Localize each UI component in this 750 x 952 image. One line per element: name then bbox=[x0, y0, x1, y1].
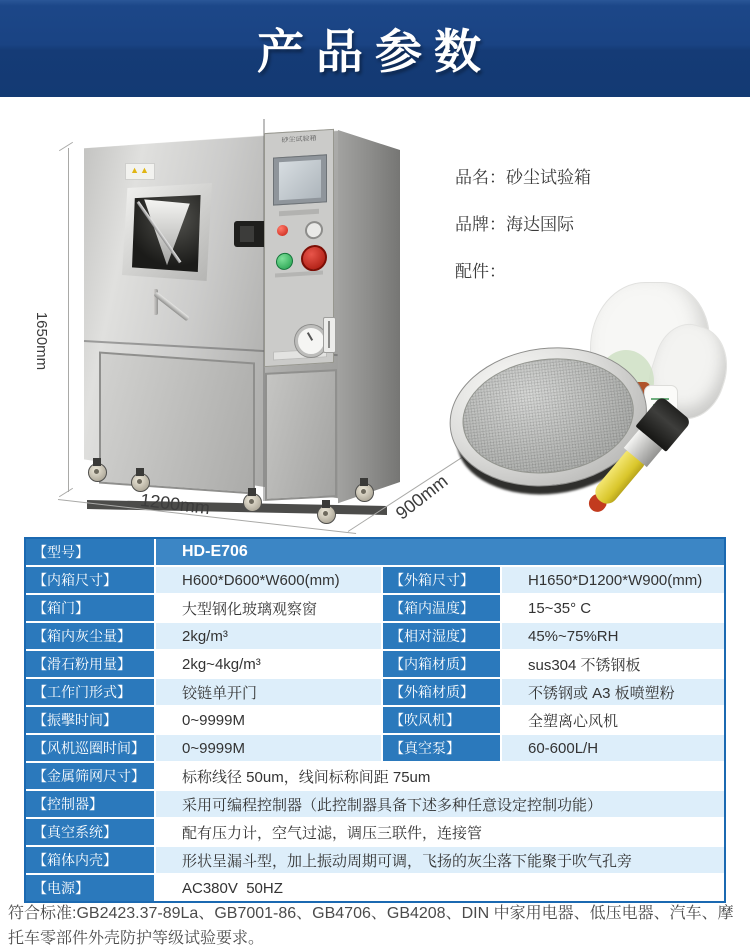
spec-value: 大型钢化玻璃观察窗 bbox=[156, 595, 381, 621]
lower-right-door bbox=[265, 369, 337, 501]
machine-illustration bbox=[55, 103, 405, 535]
spec-value: 0~9999M bbox=[156, 735, 381, 761]
page-title: 产品参数 bbox=[257, 25, 493, 78]
depth-dimension-label: 900mm bbox=[391, 470, 452, 524]
brand-label: 品牌： bbox=[455, 215, 506, 234]
spec-value: 形状呈漏斗型，加上振动周期可调，飞扬的灰尘落下能聚于吹气孔旁 bbox=[156, 847, 724, 873]
spec-label: 【外箱尺寸】 bbox=[383, 567, 500, 593]
spec-value: 铰链单开门 bbox=[156, 679, 381, 705]
spec-label: 【相对湿度】 bbox=[383, 623, 500, 649]
caster-wheel bbox=[131, 473, 150, 492]
spec-label: 【箱内温度】 bbox=[383, 595, 500, 621]
spec-value: AC380V 50HZ bbox=[156, 875, 724, 901]
lower-panel-door bbox=[99, 352, 255, 495]
spec-value: sus304 不锈钢板 bbox=[502, 651, 724, 677]
spec-value: 0~9999M bbox=[156, 707, 381, 733]
spec-value: H600*D600*W600(mm) bbox=[156, 567, 381, 593]
caster-wheel bbox=[243, 493, 262, 512]
accessories-illustration bbox=[440, 270, 740, 540]
spec-value: 标称线径 50um，线间标称间距 75um bbox=[156, 763, 724, 789]
product-name-value: 砂尘试验箱 bbox=[506, 168, 591, 187]
product-name-label: 品名： bbox=[455, 168, 506, 187]
compliance-note: 符合标准:GB2423.37-89La、GB7001-86、GB4706、GB4208、DIN 中家用电器、低压电器、汽车、摩托车零部件外壳防护等级试验要求。 bbox=[8, 905, 734, 947]
spec-label: 【型号】 bbox=[26, 539, 154, 565]
spec-label: 【外箱材质】 bbox=[383, 679, 500, 705]
brand-value: 海达国际 bbox=[506, 215, 574, 234]
accessories-label: 配件： bbox=[455, 262, 506, 281]
spec-value: 配有压力计，空气过滤，调压三联件，连接管 bbox=[156, 819, 724, 845]
page-header bbox=[0, 0, 750, 97]
power-button bbox=[305, 221, 323, 240]
spec-value: 15~35° C bbox=[502, 595, 724, 621]
spec-value: 不锈钢或 A3 板喷塑粉 bbox=[502, 679, 724, 705]
spec-label: 【内箱尺寸】 bbox=[26, 567, 154, 593]
brand-row bbox=[455, 210, 591, 235]
spec-value: 2kg/m³ bbox=[156, 623, 381, 649]
machine-side-face bbox=[338, 123, 400, 509]
spec-label: 【吹风机】 bbox=[383, 707, 500, 733]
panel-caption-bar bbox=[275, 271, 323, 278]
emergency-stop-button bbox=[301, 244, 327, 272]
product-name-row bbox=[455, 163, 591, 188]
spec-label: 【箱体内壳】 bbox=[26, 847, 154, 873]
spec-value: 45%~75%RH bbox=[502, 623, 724, 649]
flow-meter bbox=[323, 317, 336, 353]
panel-label-bar bbox=[279, 209, 319, 216]
height-dimension-label: 1650mm bbox=[33, 311, 50, 371]
width-dimension-label: 1200mm bbox=[139, 489, 212, 519]
spec-value: H1650*D1200*W900(mm) bbox=[502, 567, 724, 593]
warning-triangles-icon: ▲▲ bbox=[125, 163, 155, 180]
spec-label: 【金属筛网尺寸】 bbox=[26, 763, 154, 789]
caster-wheel bbox=[317, 505, 336, 524]
spec-table bbox=[24, 537, 726, 903]
spec-label: 【工作门形式】 bbox=[26, 679, 154, 705]
spec-label: 【真空泵】 bbox=[383, 735, 500, 761]
spec-model-value: HD-E706 bbox=[156, 539, 724, 565]
spec-label: 【滑石粉用量】 bbox=[26, 651, 154, 677]
spec-label: 【控制器】 bbox=[26, 791, 154, 817]
display-screen bbox=[273, 154, 327, 205]
spec-label: 【箱门】 bbox=[26, 595, 154, 621]
height-dimension-line bbox=[68, 148, 69, 492]
caster-wheel bbox=[355, 483, 374, 502]
spec-label: 【电源】 bbox=[26, 875, 154, 901]
spec-label: 【真空系统】 bbox=[26, 819, 154, 845]
spec-label: 【箱内灰尘量】 bbox=[26, 623, 154, 649]
red-indicator-lamp bbox=[277, 225, 288, 237]
start-button bbox=[276, 252, 293, 270]
product-info bbox=[455, 163, 591, 282]
spec-value: 采用可编程控制器（此控制器具备下述多种任意设定控制功能） bbox=[156, 791, 724, 817]
spec-value: 60-600L/H bbox=[502, 735, 724, 761]
spec-label: 【内箱材质】 bbox=[383, 651, 500, 677]
spec-value: 全塑离心风机 bbox=[502, 707, 724, 733]
spec-value: 2kg~4kg/m³ bbox=[156, 651, 381, 677]
spec-label: 【振擊时间】 bbox=[26, 707, 154, 733]
spec-label: 【风机巡圈时间】 bbox=[26, 735, 154, 761]
caster-wheel bbox=[88, 463, 107, 482]
control-panel-title: 砂尘试验箱 bbox=[281, 134, 317, 145]
